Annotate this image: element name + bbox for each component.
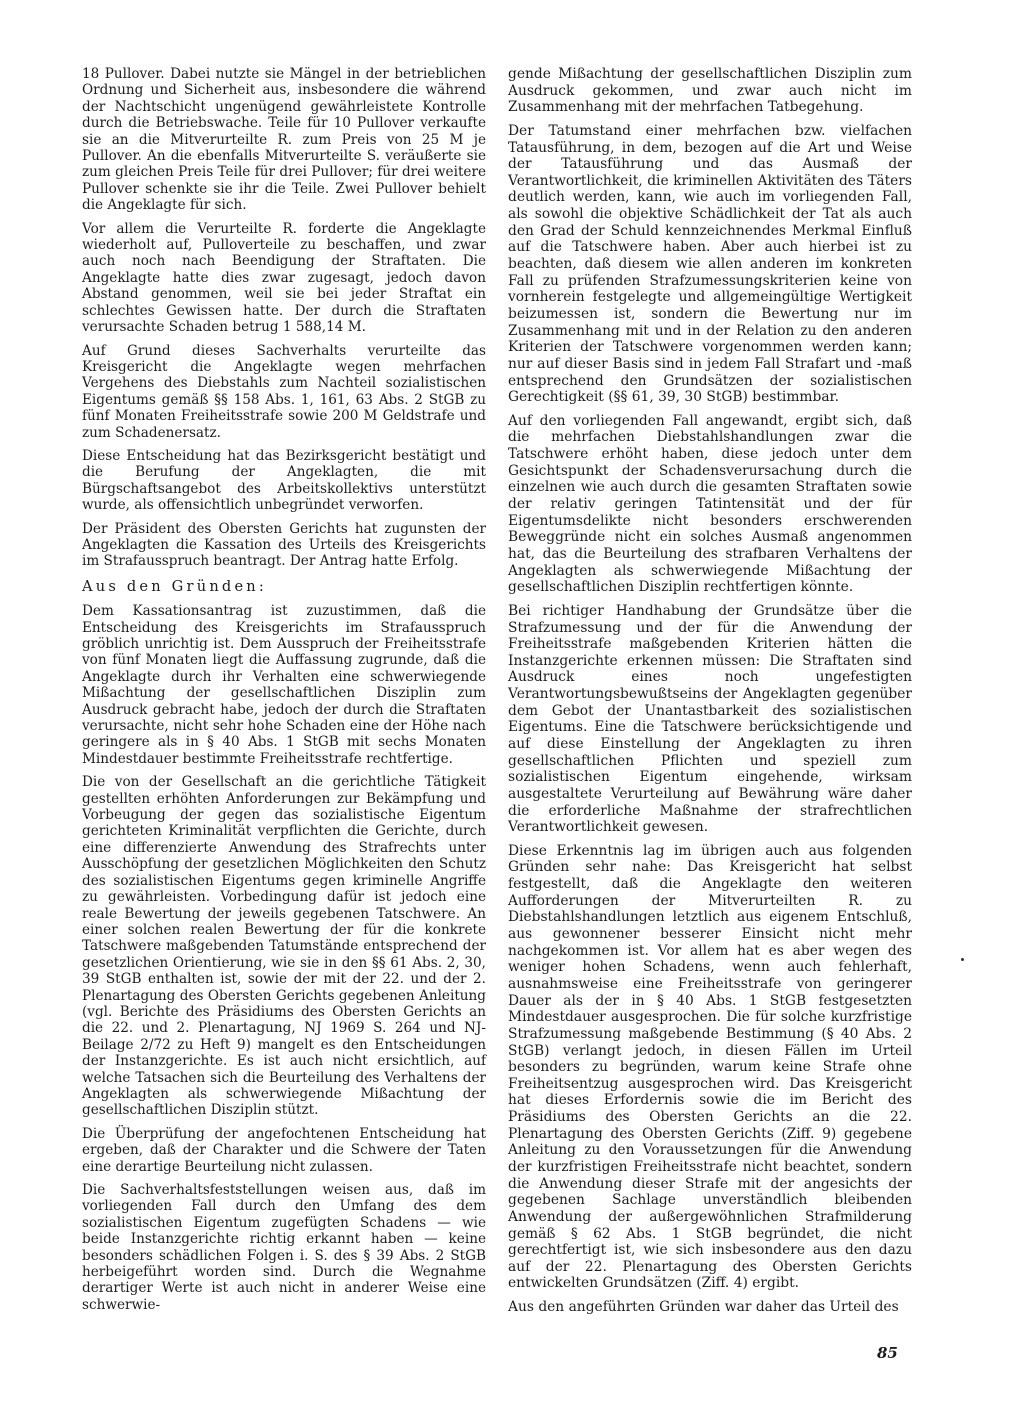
paragraph: Der Tatumstand einer mehrfachen bzw. vielfachen Tatausführung, in dem, bezogen auf die Art und Weise der Tatausführung und das Ausmaß der Verantwortlichkeit, die kriminellen Aktivitäten des Täters deutlich werden, kann, wie auch im vorliegenden Fall, als sowohl die objektive Schädlichkeit der Tat als auch den Grad der Schuld kennzeichnendes Merkmal Einfluß auf die Tatschwere haben. Aber auch hierbei ist zu beachten, daß diesem wie allen anderen im konkreten Fall zu prüfenden Strafzumessungskriterien keine von vornherein festgelegte und allgemeingültige Wertigkeit beizumessen ist, sondern die Bewertung nur im Zusammenhang mit und in der Relation zu den anderen Kriterien der Tatschwere vorgenommen werden kann; nur auf dieser Basis sind in jedem Fall Strafart und -maß entsprechend den Grundsätzen der sozialistischen Gerechtigkeit (§§ 61, 39, 30 StGB) bestimmbar. [508,122,912,406]
right-column [508,66,912,1323]
paragraph: Dem Kassationsantrag ist zuzustimmen, daß die Entscheidung des Kreisgerichts im Strafausspruch gröblich unrichtig ist. Dem Ausspruch der Freiheitsstrafe von fünf Monaten liegt die Auffassung zugrunde, daß die Angeklagte durch ihr Verhalten eine schwerwiegende Mißachtung der gesellschaftlichen Disziplin zum Ausdruck gebracht habe, jedoch der durch die Straftaten verursachte, nicht sehr hohe Schaden eine der Höhe nach geringere als in § 40 Abs. 1 StGB mit sechs Monaten Mindestdauer bestimmte Freiheitsstrafe rechtfertige. [82,603,486,767]
paragraph: Diese Entscheidung hat das Bezirksgericht bestätigt und die Berufung der Angeklagten, die mit Bürgschaftsangebot des Arbeitskollektivs unterstützt wurde, als offensichtlich unbegründet verworfen. [82,447,486,514]
paragraph: Aus den angeführten Gründen war daher das Urteil des [508,1299,899,1316]
paragraph: Auf den vorliegenden Fall angewandt, ergibt sich, daß die mehrfachen Diebstahlshandlungen zwar die Tatschwere erhöht haben, diese jedoch unter dem Gesichtspunkt der Schadensverursachung durch die einzelnen wie auch durch die gesamten Straftaten sowie der relativ geringen Tatintensität und der für Eigentumsdelikte nicht besonders erschwerenden Beweggründe nicht ein solches Ausmaß angenommen hat, das die Beurteilung des strafbaren Verhaltens der Angeklagten als schwerwiegende Mißachtung der gesellschaftlichen Disziplin rechtfertigen könnte. [508,412,912,596]
paragraph: Auf Grund dieses Sachverhalts verurteilte das Kreisgericht die Angeklagte wegen mehrfachen Vergehens des Diebstahls zum Nachteil sozialistischen Eigentums gemäß §§ 158 Abs. 1, 161, 63 Abs. 2 StGB zu fünf Monaten Freiheitsstrafe sowie 200 M Geldstrafe und zum Schadenersatz. [82,342,486,441]
paragraph: Diese Erkenntnis lag im übrigen auch aus folgenden Gründen sehr nahe: Das Kreisgericht hat selbst festgestellt, daß die Angeklagte den weiteren Aufforderungen der Mitverurteilten R. zu Diebstahlshandlungen letztlich aus eigenem Entschluß, aus gewonnener besserer Einsicht nicht mehr nachgekommen ist. Vor allem hat es aber wegen des weniger hohen Schadens, wenn auch fehlerhaft, ausnahmsweise eine Freiheitsstrafe von geringerer Dauer als der in § 40 Abs. 1 StGB festgesetzten Mindestdauer ausgesprochen. Die für solche kurzfristige Strafzumessung maßgebende Bestimmung (§ 40 Abs. 2 StGB) verlangt jedoch, in diesen Fällen im Urteil besonders zu begründen, warum keine Strafe ohne Freiheitsentzug ausgesprochen wird. Das Kreisgericht hat dieses Erfordernis sowie die im Bericht des Präsidiums des Obersten Gerichts an die 22. Plenartagung des Obersten Gerichts (Ziff. 9) gegebene Anleitung zu den Voraussetzungen für die Anwendung der kurzfristigen Freiheitsstrafe nicht beachtet, sondern die Anwendung dieser Strafe mit der angesichts der gegebenen Sachlage unverständlich bleibenden Anwendung der außergewöhnlichen Strafmilderung gemäß § 62 Abs. 1 StGB begründet, die nicht gerechtfertigt ist, wie sich insbesondere aus den dazu auf der 22. Plenartagung des Obersten Gerichts entwickelten Grundsätzen (Ziff. 4) ergibt. [508,842,912,1292]
paragraph: Die Überprüfung der angefochtenen Entscheidung hat ergeben, daß der Charakter und die Schwere der Taten eine derartige Beurteilung nicht zulassen. [82,1125,486,1175]
left-column [82,66,486,1320]
section-heading: Aus den Gründen: [82,577,268,595]
page-number: 85 [877,1344,898,1362]
paragraph: Die von der Gesellschaft an die gerichtliche Tätigkeit gestellten erhöhten Anforderungen zur Bekämpfung und Vorbeugung der gegen das sozialistische Eigentum gerichteten Kriminalität verpflichten die Gerichte, durch eine differenzierte Anwendung des Strafrechts unter Ausschöpfung der gesetzlichen Möglichkeiten den Schutz des sozialistischen Eigentums gegen kriminelle Angriffe zu gewährleisten. Vorbedingung dafür ist jedoch eine reale Bewertung der jeweils gegebenen Tatschwere. An einer solchen realen Bewertung der für die konkrete Tatschwere maßgebenden Tatumstände entsprechend der gesetzlichen Orientierung, wie sie in den §§ 61 Abs. 2, 30, 39 StGB enthalten ist, sowie der mit der 22. und der 2. Plenartagung des Obersten Gerichts gegebenen Anleitung (vgl. Berichte des Präsidiums des Obersten Gerichts an die 22. und 2. Plenartagung, NJ 1969 S. 264 und NJ-Beilage 2/72 zu Heft 9) mangelt es den Entscheidungen der Instanzgerichte. Es ist auch nicht ersichtlich, auf welche Tatsachen sich die Beurteilung des Verhaltens der Angeklagten als schwerwiegende Mißachtung der gesellschaftlichen Disziplin stützt. [82,774,486,1119]
paragraph: 18 Pullover. Dabei nutzte sie Mängel in der betrieblichen Ordnung und Sicherheit aus, insbesondere die während der Nachtschicht ungenügend gewährleistete Kontrolle durch die Betriebswache. Teile für 10 Pullover verkaufte sie an die Mitverurteilte R. zum Preis von 25 M je Pullover. An die ebenfalls Mitverurteilte S. veräußerte sie zum gleichen Preis Teile für drei Pullover; für drei weitere Pullover schenkte sie ihr die Teile. Zwei Pullover behielt die Angeklagte für sich. [82,66,486,214]
ink-speck [961,958,964,961]
paragraph: Der Präsident des Obersten Gerichts hat zugunsten der Angeklagten die Kassation des Urteils des Kreisgerichts im Strafausspruch beantragt. Der Antrag hatte Erfolg. [82,520,486,570]
paragraph: Bei richtiger Handhabung der Grundsätze über die Strafzumessung und der für die Anwendung der Freiheitsstrafe maßgebenden Kriterien hätten die Instanzgerichte erkennen müssen: Die Straftaten sind Ausdruck eines noch ungefestigten Verantwortungsbewußtseins der Angeklagten gegenüber dem Gebot der Unantastbarkeit des sozialistischen Eigentums. Eine die Tatschwere berücksichtigende und auf diese Einstellung der Angeklagten zu ihren gesellschaftlichen Pflichten und speziell zum sozialistischen Eigentum eingehende, wirksam ausgestaltete Verurteilung auf Bewährung wäre daher die erforderliche Maßnahme der strafrechtlichen Verantwortlichkeit gewesen. [508,602,912,836]
paragraph: Vor allem die Verurteilte R. forderte die Angeklagte wiederholt auf, Pulloverteile zu beschaffen, und zwar auch noch nach Beendigung der Straftaten. Die Angeklagte hatte dies zwar zugesagt, jedoch davon Abstand genommen, weil sie bei jeder Straftat ein schlechtes Gewissen hatte. Der durch die Straftaten verursachte Schaden betrug 1 588,14 M. [82,220,486,336]
paragraph: Die Sachverhaltsfeststellungen weisen aus, daß im vorliegenden Fall durch den Umfang des dem sozialistischen Eigentum zugefügten Schadens — wie beide Instanzgerichte richtig erkannt haben — keine besonders schädlichen Folgen i. S. des § 39 Abs. 2 StGB herbeigeführt worden sind. Durch die Wegnahme derartiger Werte ist auch nicht in anderer Weise eine schwerwie- [82,1182,486,1313]
paragraph: gende Mißachtung der gesellschaftlichen Disziplin zum Ausdruck gekommen, und zwar auch nicht im Zusammenhang mit der mehrfachen Tatbegehung. [508,66,912,116]
